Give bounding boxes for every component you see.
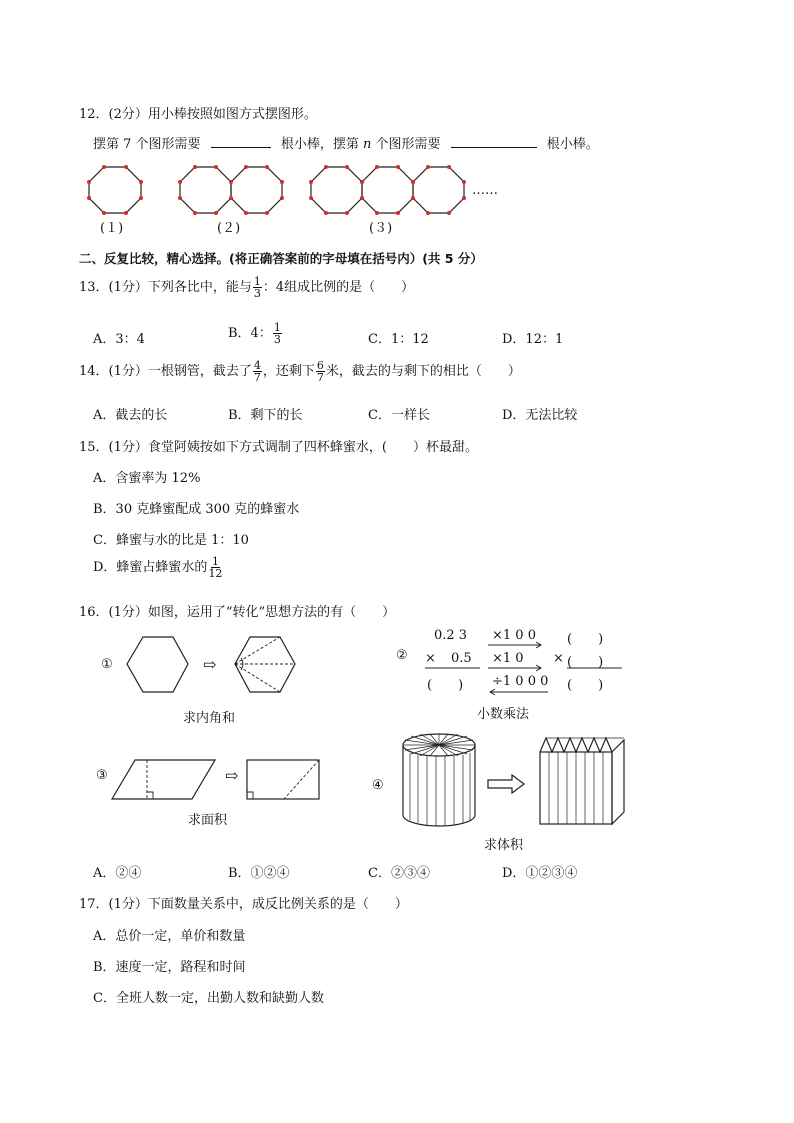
q12-label-1: (１): [100, 221, 124, 236]
q16-caption-4: 求体积: [484, 838, 524, 853]
mult-step-1: ×1 0 0: [492, 628, 536, 643]
q14-option-b[interactable]: B．剩下的长: [228, 408, 303, 423]
q13-text-b: ：4组成比例的是（ ）: [262, 280, 415, 295]
q16-option-a[interactable]: A．②④: [93, 866, 142, 881]
mult-right-blank-3[interactable]: ( ): [567, 678, 604, 693]
q17-option-b[interactable]: B．速度一定，路程和时间: [93, 960, 246, 975]
mult-right-blank-2[interactable]: ( ): [567, 655, 604, 670]
q16-option-b[interactable]: B．①②④: [228, 866, 290, 881]
q16-title: 16．(1分）如图，运用了“转化”思想方法的有（ ）: [79, 605, 396, 620]
mult-right-blank-1[interactable]: ( ): [567, 632, 604, 647]
q16-caption-1: 求内角和: [183, 711, 236, 726]
q16-caption-2: 小数乘法: [477, 707, 530, 722]
q15-option-d[interactable]: D．蜂蜜占蜂蜜水的 $\frac{1}{12}$: [93, 555, 223, 580]
q14-option-c[interactable]: C．一样长: [368, 408, 430, 423]
q16-option-d[interactable]: D．①②③④: [502, 866, 578, 881]
q12-title: 12．(2分）用小棒按照如图方式摆图形。: [79, 107, 317, 122]
q12-text-b: 根小棒，摆第: [280, 137, 359, 152]
q17-title: 17．(1分）下面数量关系中，成反比例关系的是（ ）: [79, 897, 408, 912]
section-2-heading: 二、反复比较，精心选择。(将正确答案前的字母填在括号内）(共 5 分）: [79, 251, 483, 266]
q14-option-a[interactable]: A．截去的长: [93, 408, 168, 423]
q12-text-c: 个图形需要: [375, 137, 441, 152]
mult-sign: ×: [425, 651, 436, 666]
q12-text-d: 根小棒。: [546, 137, 599, 152]
q15-option-a[interactable]: A．含蜜率为 12%: [93, 471, 201, 486]
mult-right-sign: ×: [553, 651, 564, 666]
q16-mark-4: ④: [372, 778, 384, 793]
mult-factor-a: 0.2 3: [434, 628, 468, 643]
q13-text-a: 13．(1分）下列各比中，能与: [79, 280, 252, 295]
q13-option-b[interactable]: B．4： $\frac{1}{3}$: [228, 321, 281, 346]
q12-text-a: 摆第 7 个图形需要: [93, 137, 201, 152]
q15-option-c[interactable]: C．蜂蜜与水的比是 1：10: [93, 533, 249, 548]
q16-arrow-1: ⇨: [203, 655, 217, 674]
q12-n: n: [362, 137, 372, 152]
mult-step-2: ×1 0: [492, 651, 524, 666]
q12-ellipsis: ……: [472, 183, 498, 198]
q16-option-c[interactable]: C．②③④: [368, 866, 430, 881]
q12-label-2: (２): [217, 221, 241, 236]
q16-mark-3: ③: [96, 768, 108, 783]
q13-fraction: $\frac{1}{3}$: [253, 275, 261, 300]
q13-option-c[interactable]: C．1：12: [368, 332, 429, 347]
q16-mark-2: ②: [396, 648, 408, 663]
q17-option-c[interactable]: C．全班人数一定，出勤人数和缺勤人数: [93, 991, 324, 1006]
q14-option-d[interactable]: D．无法比较: [502, 408, 578, 423]
q13-option-d[interactable]: D．12：1: [502, 332, 564, 347]
mult-factor-b: 0.5: [451, 651, 472, 666]
q15-option-b[interactable]: B．30 克蜂蜜配成 300 克的蜂蜜水: [93, 502, 300, 517]
q14-title: 14．(1分）一根钢管，截去了 $\frac{4}{7}$ ，还剩下 $\frac{6}{7}$ 米，截去的与剩下的相比（ ）: [79, 359, 521, 384]
q17-option-a[interactable]: A．总价一定，单价和数量: [93, 929, 246, 944]
q13-option-a[interactable]: A．3：4: [93, 332, 145, 347]
mult-step-3: ÷1 0 0 0: [492, 674, 549, 689]
q16-mark-1: ①: [101, 657, 113, 672]
q15-title: 15．(1分）食堂阿姨按如下方式调制了四杯蜂蜜水，( ）杯最甜。: [79, 440, 478, 455]
q16-arrow-3: ⇨: [225, 766, 239, 785]
q16-caption-3: 求面积: [188, 813, 228, 828]
mult-result-blank[interactable]: ( ): [427, 678, 464, 693]
q12-label-3: (３): [369, 221, 393, 236]
